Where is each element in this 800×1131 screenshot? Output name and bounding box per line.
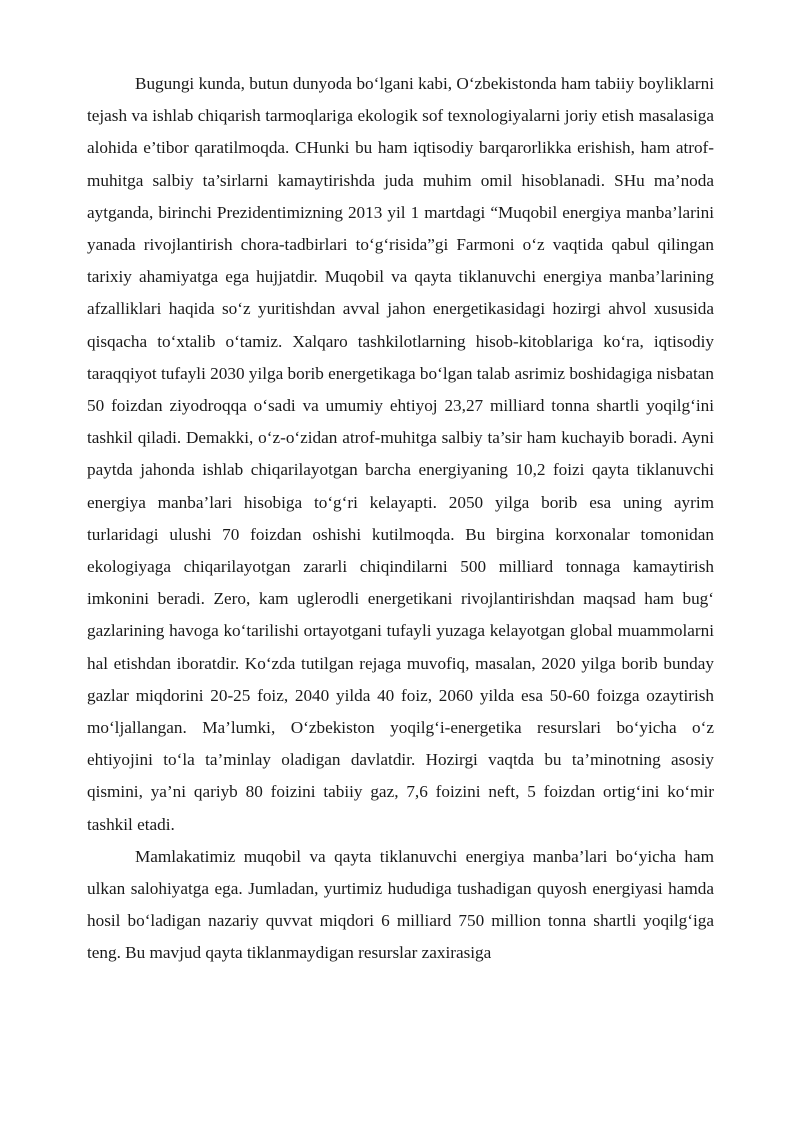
paragraph-1: Bugungi kunda, butun dunyoda bo‘lgani kabi, O‘zbekistonda ham tabiiy boyliklarni tejash va ishlab chiqarish tarmoqlariga ekologik sof texnologiyalarni joriy etish masalasiga alohida e’tibor qaratilmoqda. CHunki bu ham iqtisodiy barqarorlikka erishish, ham atrof-muhitga salbiy ta’sirlarni kamaytirishda juda muhim omil hisoblanadi. SHu ma’noda aytganda, birinchi Prezidentimizning 2013 yil 1 martdagi “Muqobil energiya manba’larini yanada rivojlantirish chora-tadbirlari to‘g‘risida”gi Farmoni o‘z vaqtida qabul qilingan tarixiy ahamiyatga ega hujjatdir. Muqobil va qayta tiklanuvchi energiya manba’larining afzalliklari haqida so‘z yuritishdan avval jahon energetikasidagi hozirgi ahvol xususida qisqacha to‘xtalib o‘tamiz. Xalqaro tashkilotlarning hisob-kitoblariga ko‘ra, iqtisodiy taraqqiyot tufayli 2030 yilga borib energetikaga bo‘lgan talab asrimiz boshidagiga nisbatan 50 foizdan ziyodroqqa o‘sadi va umumiy ehtiyoj 23,27 milliard tonna shartli yoqilg‘ini tashkil qiladi. Demakki, o‘z-o‘zidan atrof-muhitga salbiy ta’sir ham kuchayib boradi. Ayni paytda jahonda ishlab chiqarilayotgan barcha energiyaning 10,2 foizi qayta tiklanuvchi energiya manba’lari hisobiga to‘g‘ri kelayapti. 2050 yilga borib esa uning ayrim turlaridagi ulushi 70 foizdan oshishi kutilmoqda. Bu birgina korxonalar tomonidan ekologiyaga chiqarilayotgan zararli chiqindilarni 500 milliard tonnaga kamaytirish imkonini beradi. Zero, kam uglerodli energetikani rivojlantirishdan maqsad ham bug‘ gazlarining havoga ko‘tarilishi ortayotgani tufayli yuzaga kelayotgan global muammolarni hal etishdan iboratdir. Ko‘zda tutilgan rejaga muvofiq, masalan, 2020 yilga borib bunday gazlar miqdorini 20-25 foiz, 2040 yilda 40 foiz, 2060 yilda esa 50-60 foizga ozaytirish mo‘ljallangan. Ma’lumki, O‘zbekiston yoqilg‘i-energetika resurslari bo‘yicha o‘z ehtiyojini to‘la ta’minlay oladigan davlatdir. Hozirgi vaqtda bu ta’minotning asosiy qismini, ya’ni qariyb 80 foizini tabiiy gaz, 7,6 foizini neft, 5 foizdan ortig‘ini ko‘mir tashkil etadi. — [87, 74, 714, 834]
paragraph-2: Mamlakatimiz muqobil va qayta tiklanuvchi energiya manba’lari bo‘yicha ham ulkan salohiyatga ega. Jumladan, yurtimiz hududiga tushadigan quyosh energiyasi hamda hosil bo‘ladigan nazariy quvvat miqdori 6 milliard 750 million tonna shartli yoqilg‘iga teng. Bu mavjud qayta tiklanmaydigan resurslar zaxirasiga — [87, 846, 714, 963]
document-body — [87, 68, 714, 970]
